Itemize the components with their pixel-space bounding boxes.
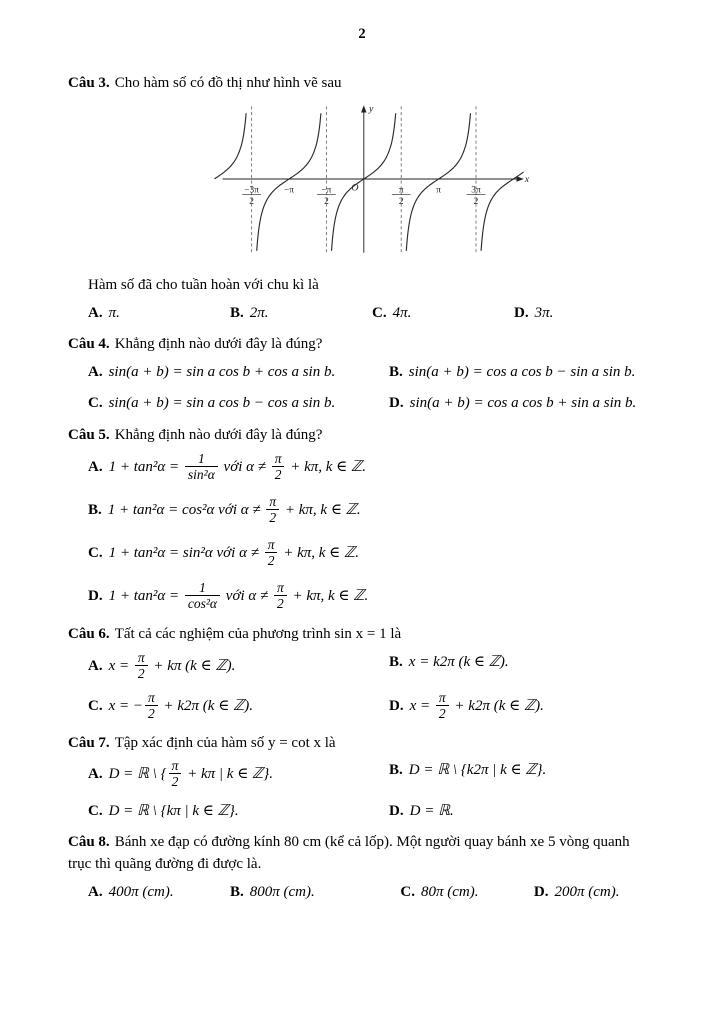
option-text: π.	[108, 304, 120, 321]
question-8-number: Câu 8.	[68, 834, 110, 851]
option-text: sin(a + b) = cos a cos b − sin a sin b.	[408, 363, 636, 380]
q5-option-c	[88, 538, 656, 569]
q8-option-d	[534, 881, 656, 904]
option-text: D = ℝ \ { $\frac{\pi}{2}$ + kπ | k ∈ ℤ}.	[108, 758, 273, 790]
svg-text:x: x	[524, 173, 530, 185]
option-letter: C.	[88, 544, 103, 561]
option-letter: D.	[389, 395, 404, 412]
option-text: 200π (cm).	[554, 883, 620, 900]
svg-text:3π: 3π	[471, 185, 481, 196]
question-8-text: Bánh xe đạp có đường kính 80 cm (kể cả lốp). Một người quay bánh xe 5 vòng quanh trục thì quãng đường đi được là.	[68, 834, 630, 872]
option-letter: D.	[533, 883, 549, 900]
question-4-number: Câu 4.	[68, 336, 110, 352]
option-letter: B.	[389, 654, 403, 671]
q4-option-a	[88, 361, 389, 384]
svg-text:−π: −π	[284, 185, 295, 196]
q7-option-a	[88, 759, 389, 790]
q7-option-d	[389, 800, 656, 823]
tangent-graph	[208, 100, 530, 258]
question-7-options	[68, 759, 656, 822]
q6-option-d	[389, 691, 656, 722]
option-text: 1 + tan²α = cos²α với α ≠ $\frac{\pi}{2}$ + kπ, k ∈ ℤ.	[107, 493, 361, 525]
q5-option-d	[88, 581, 656, 612]
graph-figure	[82, 100, 656, 263]
option-text: D = ℝ \ {k2π | k ∈ ℤ}.	[408, 762, 547, 779]
option-letter: B.	[230, 883, 244, 900]
question-6-stem	[68, 624, 656, 646]
svg-text:2: 2	[324, 196, 329, 207]
option-letter: D.	[514, 304, 529, 321]
option-letter: D.	[88, 588, 103, 605]
question-5	[68, 425, 656, 613]
page-number: 2	[358, 26, 366, 42]
option-letter: A.	[88, 658, 103, 675]
question-3-substem: Hàm số đã cho tuần hoàn với chu kì là	[88, 276, 319, 293]
option-letter: A.	[88, 304, 103, 321]
question-8-stem	[68, 832, 656, 876]
q6-option-b	[389, 651, 656, 682]
q6-option-a	[88, 651, 389, 682]
svg-text:2: 2	[398, 196, 404, 207]
q3-option-a	[88, 302, 230, 325]
question-4-options	[68, 361, 656, 415]
option-letter: C.	[88, 802, 103, 819]
q7-option-c	[88, 800, 389, 823]
q3-option-b	[230, 302, 372, 325]
option-letter: A.	[88, 363, 103, 380]
option-text: x = $\frac{\pi}{2}$ + kπ (k ∈ ℤ).	[108, 650, 236, 682]
svg-text:2: 2	[473, 196, 479, 207]
option-letter: C.	[372, 304, 387, 321]
svg-text:π: π	[436, 185, 441, 196]
question-5-number: Câu 5.	[68, 426, 110, 443]
option-text: x = k2π (k ∈ ℤ).	[408, 654, 509, 671]
option-letter: C.	[400, 883, 415, 900]
option-letter: D.	[389, 802, 404, 819]
svg-text:O: O	[351, 182, 359, 194]
question-4-stem	[68, 334, 656, 356]
option-text: 1 + tan²α = $\frac{1}{\text{cos²α}}$ với α ≠ $\frac{\pi}{2}$ + kπ, k ∈ ℤ.	[108, 580, 369, 612]
svg-text:y: y	[369, 103, 374, 115]
question-3-number: Câu 3.	[68, 75, 110, 91]
question-6	[68, 624, 656, 722]
option-text: D = ℝ.	[409, 802, 454, 819]
q7-option-b	[389, 759, 656, 790]
option-letter: C.	[88, 698, 103, 715]
question-8-options	[68, 881, 656, 904]
option-text: 3π.	[534, 304, 554, 321]
option-text: 80π (cm).	[420, 883, 479, 900]
option-letter: A.	[88, 883, 103, 900]
q4-option-c	[88, 392, 389, 415]
option-letter: B.	[230, 304, 244, 321]
svg-text:−π: −π	[321, 185, 332, 196]
svg-text:π: π	[398, 185, 404, 196]
question-7-stem	[68, 733, 656, 755]
question-6-options	[68, 651, 656, 722]
option-text: 1 + tan²α = $\frac{1}{\text{sin²α}}$ với α ≠ $\frac{\pi}{2}$ + kπ, k ∈ ℤ.	[108, 450, 366, 482]
option-text: D = ℝ \ {kπ | k ∈ ℤ}.	[108, 802, 239, 819]
q8-option-a	[88, 881, 230, 904]
question-7-number: Câu 7.	[68, 734, 110, 751]
question-4	[68, 334, 656, 415]
q5-option-b	[88, 495, 656, 526]
option-letter: A.	[88, 458, 103, 475]
option-text: sin(a + b) = cos a cos b + sin a sin b.	[409, 395, 637, 412]
question-6-number: Câu 6.	[68, 626, 110, 643]
question-3	[68, 73, 656, 324]
q3-option-d	[514, 302, 656, 325]
option-text: 2π.	[249, 304, 269, 321]
q4-option-d	[389, 392, 656, 415]
q3-option-c	[372, 302, 514, 325]
question-3-text: Cho hàm số có đồ thị như hình vẽ sau	[114, 75, 342, 91]
option-text: 1 + tan²α = sin²α với α ≠ $\frac{\pi}{2}$ + kπ, k ∈ ℤ.	[108, 536, 359, 569]
option-letter: A.	[88, 766, 103, 783]
option-letter: D.	[389, 698, 404, 715]
svg-text:−3π: −3π	[244, 185, 259, 196]
option-text: x = − $\frac{\pi}{2}$ + k2π (k ∈ ℤ).	[108, 690, 253, 722]
question-4-text: Khẳng định nào dưới đây là đúng?	[114, 336, 323, 352]
question-5-stem	[68, 425, 656, 447]
option-text: 800π (cm).	[249, 883, 315, 900]
question-3-options	[68, 302, 656, 325]
option-text: sin(a + b) = sin a cos b + cos a sin b.	[108, 363, 336, 380]
q5-option-a	[88, 452, 656, 483]
q4-option-b	[389, 361, 656, 384]
question-5-options	[68, 452, 656, 613]
option-text: x = $\frac{\pi}{2}$ + k2π (k ∈ ℤ).	[409, 690, 544, 722]
option-letter: B.	[389, 762, 403, 779]
question-7	[68, 733, 656, 822]
option-text: 400π (cm).	[108, 883, 174, 900]
question-6-text: Tất cả các nghiệm của phương trình sin x = 1 là	[114, 626, 402, 643]
question-7-text: Tập xác định của hàm số y = cot x là	[114, 734, 336, 751]
q6-option-c	[88, 691, 389, 722]
option-letter: C.	[88, 395, 103, 412]
option-letter: B.	[88, 501, 102, 518]
question-3-stem	[68, 73, 656, 95]
q8-option-b	[230, 881, 400, 904]
question-5-text: Khẳng định nào dưới đây là đúng?	[114, 426, 323, 443]
q8-option-c	[400, 881, 533, 904]
question-8	[68, 832, 656, 903]
option-text: 4π.	[392, 304, 412, 321]
option-letter: B.	[389, 363, 403, 380]
option-text: sin(a + b) = sin a cos b − cos a sin b.	[108, 395, 336, 412]
svg-text:2: 2	[249, 196, 254, 207]
